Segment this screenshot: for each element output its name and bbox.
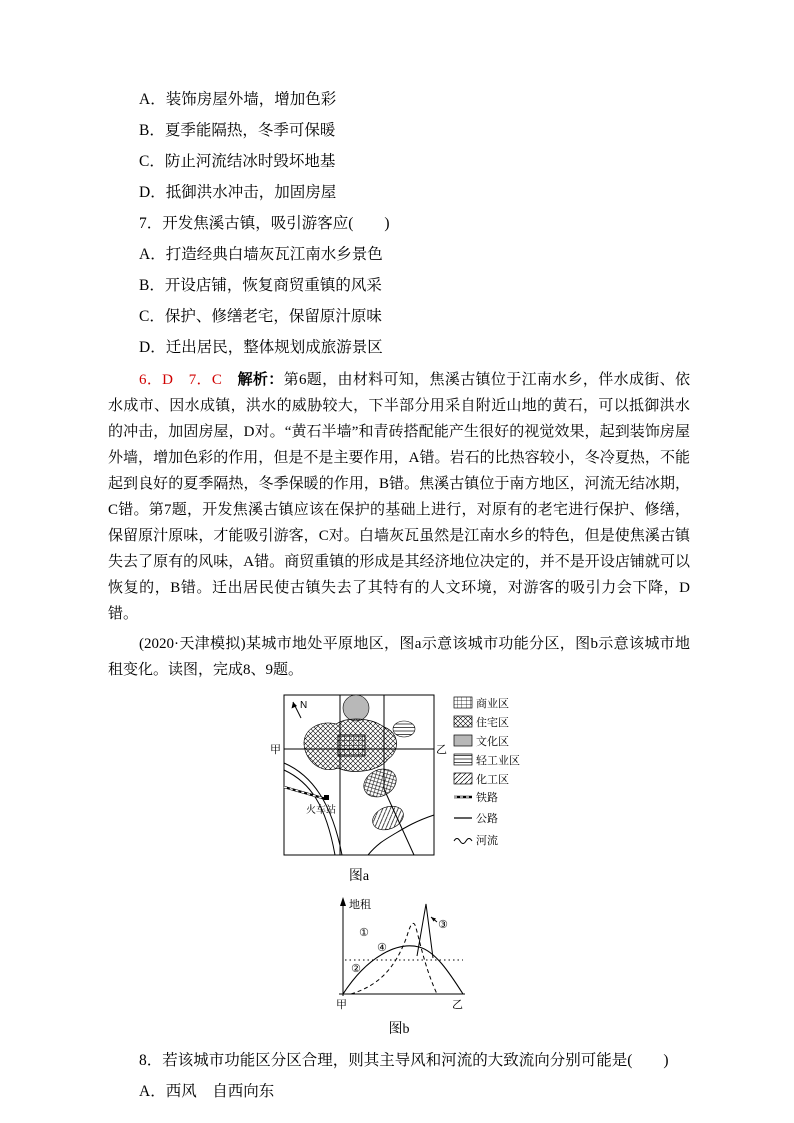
q8-option-a: A．西风 自西向东 [139, 1083, 275, 1100]
legend-label-road: 公路 [476, 813, 498, 825]
figure-a [108, 691, 690, 886]
legend-swatch-commercial [454, 697, 472, 708]
q6-option-c: C．防止河流结冰时毁坏地基 [139, 153, 336, 170]
legend-label-light-industry: 轻工业区 [476, 755, 520, 767]
legend-swatch-culture [454, 735, 472, 746]
q8-stem: 8．若该城市功能区分区合理，则其主导风和河流的大致流向分别可能是( ) [139, 1052, 669, 1069]
stimulus-paragraph: (2020·天津模拟)某城市地处平原地区，图a示意该城市功能分区，图b示意该城市地租变化。读图，完成8、9题。 [108, 636, 690, 678]
figure-a-caption: 图a [348, 869, 370, 884]
legend-item-light-industry [454, 753, 520, 767]
q6-option-a: A．装饰房屋外墙，增加色彩 [139, 91, 337, 108]
answer-explanation [108, 367, 690, 627]
map-yi-label: 乙 [436, 744, 447, 756]
legend-label-culture: 文化区 [476, 736, 509, 748]
q7-option-b: B．开设店铺，恢复商贸重镇的风采 [139, 277, 382, 294]
figure-b [108, 894, 690, 1039]
curve-label-3: ③ [438, 919, 448, 931]
legend-item-river [454, 833, 498, 847]
analysis-label: 解析： [237, 372, 284, 388]
station-label: 火车站 [306, 805, 336, 816]
rent-curve-solid-dome [343, 946, 463, 994]
q6-option-d: D．抵御洪水冲击，加固房屋 [139, 184, 337, 201]
legend-swatch-chemical [454, 773, 472, 784]
q7-option-a: A．打造经典白墙灰瓦江南水乡景色 [139, 246, 383, 263]
legend-swatch-light-industry [454, 754, 472, 765]
x-axis-jia-label: 甲 [336, 999, 347, 1011]
figure-b-caption: 图b [388, 1022, 410, 1037]
legend-item-chemical [454, 772, 509, 786]
curve-label-4: ④ [377, 942, 387, 954]
map-jia-label: 甲 [270, 744, 281, 756]
legend-item-culture [454, 734, 509, 748]
answer-values: 6．D 7．C [139, 372, 238, 388]
zone-culture [343, 695, 369, 721]
legend-label-railway: 铁路 [476, 792, 498, 804]
figure-b-chart [319, 894, 479, 1016]
figure-b-inner [319, 894, 479, 1039]
zone-light-industry [393, 721, 415, 737]
legend-swatch-residential [454, 716, 472, 727]
legend-item-road [454, 812, 498, 825]
legend-item-residential [454, 716, 509, 729]
legend-label-river: 河流 [476, 835, 498, 847]
north-label: N [300, 700, 308, 711]
q6-option-b: B．夏季能隔热，冬季可保暖 [139, 122, 336, 139]
figure-a-map [268, 691, 530, 863]
x-axis-yi-label: 乙 [452, 999, 463, 1011]
y-axis-arrowhead-icon [340, 897, 346, 906]
legend-item-commercial [454, 696, 509, 710]
legend-symbol-river [454, 839, 472, 844]
station-marker [324, 795, 329, 800]
curve-label-2: ② [351, 963, 361, 975]
figure-a-inner [268, 691, 530, 886]
analysis-text: 第6题，由材料可知，焦溪古镇位于江南水乡，伴水成街、依水成市、因水成镇，洪水的威胁较大，下半部分用采自附近山地的黄石，可以抵御洪水的冲击，加固房屋，D对。“黄石半墙”和青砖搭配能产生很好的视觉效果，起到装饰房屋外墙，增加色彩的作用，但是不是主要作用，A错。岩石的比热容较小，冬冷夏热，不能起到良好的夏季隔热，冬季保暖的作用，B错。焦溪古镇位于南方地区，河流无结冰期，C错。第7题，开发焦溪古镇应该在保护的基础上进行，对原有的老宅进行保护、修缮，保留原汁原味，才能吸引游客，C对。白墙灰瓦虽然是江南水乡的特色，但是使焦溪古镇失去了原有的风味，A错。商贸重镇的形成是其经济地位决定的，并不是开设店铺就可以恢复的，B错。迁出居民使古镇失去了其特有的人文环境，对游客的吸引力会下降，D错。 [108, 372, 690, 622]
legend-label-commercial: 商业区 [476, 698, 509, 710]
curve-label-1: ① [359, 927, 369, 939]
legend-label-residential: 住宅区 [476, 717, 509, 729]
legend-label-chemical: 化工区 [476, 774, 509, 786]
q7-stem: 7．开发焦溪古镇，吸引游客应( ) [139, 215, 390, 232]
zone-commercial [338, 735, 365, 756]
q7-option-d: D．迁出居民，整体规划成旅游景区 [139, 339, 383, 356]
legend-item-railway [454, 790, 498, 804]
y-axis-label: 地租 [349, 899, 371, 911]
q7-option-c: C．保护、修缮老宅，保留原汁原味 [139, 308, 382, 325]
